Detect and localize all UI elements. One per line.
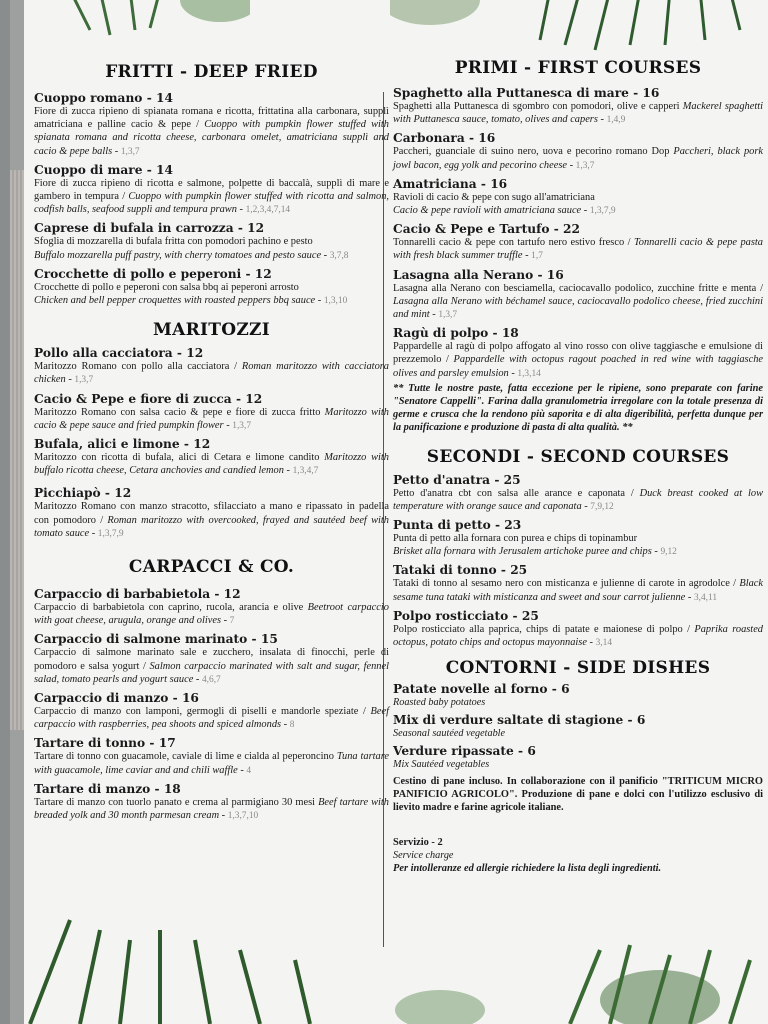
item-allergens: 1,4,9 — [606, 115, 626, 126]
item-english: Cacio & pepe ravioli with amatriciana sauce — [393, 205, 582, 217]
item-price: 12 — [245, 391, 263, 406]
item-english: Brisket alla fornara with Jerusalem artichoke puree and chips — [393, 546, 652, 558]
item-english: Paprika roasted octopus, potato chips and octopus mayonnaise — [393, 623, 763, 649]
menu-item: Cuoppo romano - 14 Fiore di zucca ripieno di spianata romana e ricotta, frittatina alla carbonara, supplì amatriciana e palline cacio & pepe / Cuoppo with pumpkin flower stuffed with spianata romana and ricotta cheese, carbonara omelet, amatriciana supplì and cacio & pepe balls - 1,3,7 — [34, 91, 389, 157]
menu-item: Cacio & Pepe e fiore di zucca - 12 Maritozzo Romano con salsa cacio & pepe e fiore di zucca fritto Maritozzo with cacio & pepe sauce and fried pumpkin flower - 1,3,7 — [34, 391, 389, 431]
service-name: Servizio — [393, 837, 429, 849]
item-allergens: 1,3,14 — [517, 368, 541, 379]
item-english: Pappardelle with octopus ragout poached in red wine with taggiasche olives and parsley emulsion — [393, 354, 763, 379]
menu-item: Picchiapò - 12 Maritozzo Romano con manzo stracotto, sfilacciato a mano e ripassato in padella con pomodoro / Roman maritozzo with overcooked, frayed and sautéed beef with tomato sauce - 1,3,7,9 — [34, 486, 389, 539]
item-allergens: 1,3,7 — [74, 375, 94, 386]
section-title-secondi: SECONDI - SECOND COURSES — [426, 446, 730, 467]
item-english: Maritozzo with buffalo ricotta cheese, Cetara anchovies and candied lemon — [34, 452, 389, 477]
item-price: 12 — [186, 346, 204, 361]
service-price: 2 — [437, 837, 443, 849]
item-price: 16 — [478, 131, 496, 146]
left-column — [34, 62, 389, 823]
item-description: Lasagna alla Nerano con besciamella, caciocavallo podolico, zucchine fritte e menta / — [393, 282, 763, 294]
item-english: Chicken and bell pepper croquettes with roasted peppers bbq sauce — [34, 295, 316, 307]
item-name: Polpo rosticciato — [393, 608, 509, 623]
item-name: Crocchette di pollo e peperoni — [34, 266, 242, 281]
item-english: Tonnarelli cacio & pepe pasta with fresh black summer truffle — [393, 237, 763, 262]
item-allergens: 3,4,11 — [693, 592, 718, 603]
contorni-list — [393, 682, 763, 875]
item-allergens: 1,3,7 — [232, 420, 251, 431]
item-name: Cacio & Pepe e fiore di zucca — [34, 391, 232, 406]
item-price: 14 — [156, 91, 173, 105]
item-english: Buffalo mozzarella puff pastry, with cherry tomatoes and pesto sauce — [34, 249, 322, 261]
item-name: Carpaccio di barbabietola — [34, 587, 211, 602]
menu-item: Carpaccio di salmone marinato - 15 Carpaccio di salmone marinato sale e zucchero, insalata di finocchi, perle di pomodoro e salsa yogurt / Salmon carpaccio marinated with salt and sugar, fennel salad, tomato pearls and yogurt sauce - 4,6,7 — [34, 632, 389, 685]
menu-item: Verdure ripassate - 6 Mix Sautéed vegetables — [393, 744, 763, 771]
item-name: Petto d'anatra — [393, 472, 491, 487]
item-allergens: 4 — [246, 765, 252, 776]
menu-item: Ragù di polpo - 18 Pappardelle al ragù di polpo affogato al vino rosso con olive taggiasche e emulsione di prezzemolo / Pappardelle with octopus ragout poached in red wine with taggiasche olives and parsley emulsion - 1,3,14 — [393, 326, 763, 379]
item-description: Fiore di zucca ripieno di spianata romana e ricotta, frittatina alla carbonara, supplì amatriciana e palline cacio & pepe / — [34, 106, 389, 131]
item-price: 18 — [163, 781, 181, 796]
item-allergens: 1,3,7,9 — [589, 206, 616, 217]
item-price: 6 — [561, 682, 570, 697]
item-english: Roman maritozzo with cacciatora chicken — [34, 361, 389, 386]
section-title-primi: PRIMI - FIRST COURSES — [454, 58, 702, 78]
item-allergens: 1,3,7 — [120, 146, 140, 157]
item-allergens: 1,2,3,4,7,14 — [245, 205, 291, 216]
section-title-maritozzi: MARITOZZI — [152, 320, 271, 341]
item-price: 16 — [490, 176, 508, 191]
item-english: Tuna tartare with guacamole, lime caviar and and chili waffle — [34, 751, 389, 776]
item-allergens: 1,3,7 — [575, 160, 595, 171]
item-allergens: 7 — [229, 616, 235, 627]
item-name: Tartare di tonno — [34, 736, 146, 751]
item-allergens: 1,3,7,9 — [97, 528, 124, 539]
item-description: Crocchette di pollo e peperoni con salsa bbq ai peperoni arrosto — [34, 281, 299, 293]
carpacci-list — [34, 587, 389, 823]
item-name: Mix di verdure saltate di stagione — [393, 713, 624, 728]
item-allergens: 1,3,7,10 — [227, 811, 259, 822]
item-name: Carbonara — [393, 131, 465, 146]
item-description: Carpaccio di barbabietola con caprino, rucola, arancia e olive — [34, 602, 308, 614]
item-price: 25 — [510, 563, 528, 578]
item-description: Carpaccio di manzo con lamponi, germogli di piselli e mandorle speziate / — [34, 706, 371, 718]
menu-item: Carpaccio di barbabietola - 12 Carpaccio di barbabietola con caprino, rucola, arancia e olive Beetroot carpaccio with goat cheese, arugula, orange and olives - 7 — [34, 587, 389, 627]
item-name: Spaghetto alla Puttanesca di mare — [393, 86, 629, 100]
item-english: Lasagna alla Nerano with béchamel sauce, caciocavallo podolico cheese, fried zucchini and mint — [393, 295, 763, 321]
item-description: Tartare di manzo con tuorlo panato e crema al parmigiano 30 mesi — [34, 796, 319, 808]
item-description: Polpo rosticciato alla paprica, chips di patate e maionese di polpo / — [393, 623, 695, 635]
item-english: Beef tartare with breaded yolk and 30 month parmesan cream — [34, 796, 390, 822]
item-price: 12 — [254, 266, 272, 281]
menu-item: Caprese di bufala in carrozza - 12 Sfoglia di mozzarella di bufala fritta con pomodori pachino e pesto Buffalo mozzarella puff pastry, with cherry tomatoes and pesto sauce - 3,7,8 — [34, 221, 389, 262]
item-price: 25 — [503, 472, 521, 487]
item-price: 22 — [563, 222, 580, 237]
item-name: Tartare di manzo — [34, 781, 151, 796]
item-allergens: 1,3,10 — [323, 296, 348, 307]
menu-item: Crocchette di pollo e peperoni - 12 Crocchette di pollo e peperoni con salsa bbq ai peperoni arrosto Chicken and bell pepper croquettes with roasted peppers bbq sauce - 1,3,10 — [34, 267, 389, 308]
palm-leaf-icon — [50, 0, 250, 50]
item-price: 15 — [260, 632, 278, 647]
item-description: Fiore di zucca ripieno di ricotta e salmone, polpette di baccalà, supplì di mare e gambero in tempura / — [34, 177, 389, 203]
service-english: Service charge — [393, 850, 454, 862]
menu-item: Punta di petto - 23 Punta di petto alla fornara con purea e chips di topinambur Brisket alla fornara with Jerusalem artichoke puree and chips - 9,12 — [393, 518, 763, 559]
section-title-fritti: FRITTI - DEEP FRIED — [105, 62, 318, 82]
item-name: Picchiapò — [34, 486, 101, 501]
item-english: Cuoppo with pumpkin flower stuffed with spianata romana and ricotta cheese, carbonara omelet, amatriciana supplì and cacio & pepe balls — [34, 119, 389, 157]
item-name: Verdure ripassate — [393, 744, 514, 759]
item-english: Beetroot carpaccio with goat cheese, arugula, orange and olives — [34, 602, 389, 627]
menu-item: Pollo alla cacciatora - 12 Maritozzo Romano con pollo alla cacciatora / Roman maritozzo with cacciatora chicken - 1,3,7 — [34, 346, 389, 386]
menu-item: Patate novelle al forno - 6 Roasted baby potatoes — [393, 682, 763, 709]
item-description: Petto d'anatra cbt con salsa alle arance e caponata / — [393, 487, 640, 499]
item-english: Duck breast cooked at low temperature with orange sauce and caponata — [393, 487, 763, 512]
item-price: 12 — [193, 437, 211, 452]
menu-item: Lasagna alla Nerano - 16 Lasagna alla Nerano con besciamella, caciocavallo podolico, zucchine fritte e menta / Lasagna alla Nerano with béchamel sauce, caciocavallo podolico cheese, fried zucchini and mint - 1,3,7 — [393, 267, 763, 321]
item-description: Maritozzo Romano con manzo stracotto, sfilacciato a mano e ripassato in padella con pomodoro / — [34, 501, 389, 526]
item-name: Punta di petto — [393, 518, 491, 533]
item-description: Carpaccio di salmone marinato sale e zucchero, insalata di finocchi, perle di pomodoro e salsa yogurt / — [34, 647, 389, 672]
menu-item: Carbonara - 16 Paccheri, guanciale di suino nero, uova e pecorino romano Dop Paccheri, black pork jowl bacon, egg yolk and pecorino cheese - 1,3,7 — [393, 131, 763, 171]
item-allergens: 3,14 — [595, 638, 613, 649]
menu-item: Amatriciana - 16 Ravioli di cacio & pepe con sugo all'amatriciana Cacio & pepe ravioli with amatriciana sauce - 1,3,7,9 — [393, 177, 763, 218]
item-price: 12 — [223, 587, 241, 602]
menu-item: Petto d'anatra - 25 Petto d'anatra cbt con salsa alle arance e caponata / Duck breast cooked at low temperature with orange sauce and caponata - 7,9,12 — [393, 472, 763, 512]
secondi-list — [393, 473, 763, 651]
palm-leaf-icon — [390, 0, 768, 60]
item-name: Patate novelle al forno — [393, 682, 548, 697]
item-english: Seasonal sautéed vegetable — [393, 728, 506, 740]
item-name: Cuoppo romano — [34, 91, 143, 105]
page-edge-texture — [10, 170, 24, 730]
right-column — [393, 58, 763, 875]
item-description: Ravioli di cacio & pepe con sugo all'amatriciana — [393, 191, 595, 203]
pasta-flour-note: ** Tutte le nostre paste, fatta eccezione per le ripiene, sono preparate con farine "Senatore Cappelli". Farina dalla granulometria irregolare con la totale presenza di germe e crusca che la rendono più saporita e di alta digeribilità, perfetta dunque per la panificazione e produzione di pasta di alta qualità. ** — [393, 382, 763, 434]
item-english: Mix Sautéed vegetables — [393, 759, 490, 771]
item-english: Beef carpaccio with raspberries, pea shoots and spiced almonds — [34, 706, 389, 731]
item-name: Amatriciana — [393, 176, 477, 191]
item-description: Pappardelle al ragù di polpo affogato al vino rosso con olive taggiasche e emulsione di prezzemolo / — [393, 341, 763, 366]
menu-item: Polpo rosticciato - 25 Polpo rosticciato alla paprica, chips di patate e maionese di polpo / Paprika roasted octopus, potato chips and octopus mayonnaise - 3,14 — [393, 608, 763, 649]
item-description: Tartare di tonno con guacamole, caviale di lime e cialda al peperoncino — [34, 751, 337, 763]
item-allergens: 4,6,7 — [201, 674, 221, 685]
item-name: Bufala, alici e limone — [34, 437, 180, 452]
item-price: 16 — [181, 691, 199, 706]
primi-list — [393, 86, 763, 435]
item-description: Sfoglia di mozzarella di bufala fritta con pomodori pachino e pesto — [34, 236, 313, 248]
item-price: 17 — [158, 736, 176, 751]
menu-item: Tataki di tonno - 25 Tataki di tonno al sesamo nero con misticanza e julienne di carote in agrodolce / Black sesame tuna tataki with misticanza and sweet and sour carrot julienne - 3,4,11 — [393, 563, 763, 603]
maritozzi-list — [34, 346, 389, 541]
item-price: 6 — [636, 713, 646, 728]
service-charge: Servizio - 2 — [393, 837, 443, 849]
item-description: Spaghetti alla Puttanesca di sgombro con pomodori, olive e capperi — [393, 101, 683, 112]
item-allergens: 1,7 — [531, 251, 543, 262]
item-description: Maritozzo Romano con salsa cacio & pepe e fiore di zucca fritto — [34, 406, 325, 418]
item-english: Paccheri, black pork jowl bacon, egg yolk and pecorino cheese — [393, 146, 763, 171]
section-title-carpacci: CARPACCI & CO. — [128, 557, 295, 578]
menu-page — [10, 0, 768, 1024]
item-english: Salmon carpaccio marinated with salt and sugar, fennel salad, tomato pearls and yogurt sauce — [34, 660, 389, 685]
item-name: Pollo alla cacciatora — [34, 346, 173, 361]
menu-item: Carpaccio di manzo - 16 Carpaccio di manzo con lamponi, germogli di piselli e mandorle speziate / Beef carpaccio with raspberries, pea shoots and spiced almonds - 8 — [34, 691, 389, 731]
item-allergens: 1,3,4,7 — [292, 466, 319, 477]
item-name: Cacio & Pepe e Tartufo — [393, 222, 550, 237]
section-title-contorni: CONTORNI - SIDE DISHES — [445, 658, 711, 679]
item-description: Paccheri, guanciale di suino nero, uova e pecorino romano Dop — [393, 146, 674, 158]
item-name: Lasagna alla Nerano — [393, 267, 534, 282]
item-price: 18 — [501, 326, 519, 341]
item-description: Tataki di tonno al sesamo nero con misticanza e julienne di carote in agrodolce / — [393, 578, 740, 590]
item-price: 25 — [521, 608, 539, 623]
item-price: 16 — [642, 86, 660, 100]
menu-item: Tartare di manzo - 18 Tartare di manzo con tuorlo panato e crema al parmigiano 30 mesi Beef tartare with breaded yolk and 30 month parmesan cream - 1,3,7,10 — [34, 781, 390, 822]
item-price: 23 — [504, 518, 522, 533]
item-allergens: 7,9,12 — [590, 501, 614, 512]
item-english: Roman maritozzo with overcooked, frayed and sautéed beef with tomato sauce — [34, 514, 389, 539]
item-price: 16 — [546, 267, 564, 282]
item-english: Roasted baby potatoes — [393, 697, 486, 709]
item-description: Punta di petto alla fornara con purea e chips di topinambur — [393, 533, 638, 545]
menu-item: Spaghetto alla Puttanesca di mare - 16 Spaghetti alla Puttanesca di sgombro con pomodori, olive e capperi Mackerel spaghetti with Puttanesca sauce, tomato, olives and capers - 1,4,9 — [393, 86, 763, 126]
item-allergens: 3,7,8 — [329, 250, 349, 261]
item-price: 12 — [247, 221, 265, 236]
bread-note: Cestino di pane incluso. In collaborazione con il panificio "TRITICUM MICRO PANIFICIO AGRICOLO". Produzione di pane e dolci con l'utilizzo esclusivo di lievito madre e farine agricole italiane. — [393, 776, 763, 814]
item-price: 6 — [527, 744, 536, 759]
menu-item: Bufala, alici e limone - 12 Maritozzo con ricotta di bufala, alici di Cetara e limone candito Maritozzo with buffalo ricotta cheese, Cetara anchovies and candied lemon - 1,3,4,7 — [34, 437, 389, 477]
item-name: Caprese di bufala in carrozza — [34, 221, 234, 236]
item-name: Carpaccio di manzo — [34, 691, 169, 706]
item-name: Carpaccio di salmone marinato — [34, 632, 248, 647]
palm-leaf-icon — [10, 900, 768, 1024]
allergy-note: Per intolleranze ed allergie richiedere la lista degli ingredienti. — [393, 863, 662, 875]
item-english: Black sesame tuna tataki with misticanza and sweet and sour carrot julienne — [393, 578, 763, 603]
menu-item: Cuoppo di mare - 14 Fiore di zucca ripieno di ricotta e salmone, polpette di baccalà, supplì di mare e gambero in tempura / Cuoppo with pumpkin flower stuffed with ricotta and salmon, codfish balls, seafood supplì and tempura prawn - 1,2,3,4,7,14 — [34, 162, 389, 216]
item-allergens: 9,12 — [660, 547, 677, 558]
item-allergens: 8 — [289, 720, 295, 731]
item-description: Maritozzo Romano con pollo alla cacciatora / — [34, 361, 242, 373]
item-allergens: 1,3,7 — [438, 310, 458, 321]
item-english: Cuoppo with pumpkin flower stuffed with ricotta and salmon, codfish balls, seafood supplì and tempura prawn — [34, 191, 389, 216]
item-name: Tataki di tonno — [393, 563, 497, 578]
item-english: Mackerel spaghetti with Puttanesca sauce, tomato, olives and capers — [393, 101, 763, 126]
menu-item: Tartare di tonno - 17 Tartare di tonno con guacamole, caviale di lime e cialda al peperoncino Tuna tartare with guacamole, lime caviar and and chili waffle - 4 — [34, 736, 389, 776]
menu-item: Mix di verdure saltate di stagione - 6 Seasonal sautéed vegetable — [393, 713, 763, 740]
item-price: 14 — [156, 162, 173, 177]
item-description: Maritozzo con ricotta di bufala, alici di Cetara e limone candito — [34, 452, 325, 464]
item-price: 12 — [114, 486, 132, 501]
item-name: Ragù di polpo — [393, 326, 489, 341]
menu-item: Cacio & Pepe e Tartufo - 22 Tonnarelli cacio & pepe con tartufo nero estivo fresco / Tonnarelli cacio & pepe pasta with fresh black summer truffle - 1,7 — [393, 222, 763, 262]
fritti-list — [34, 91, 389, 308]
item-description: Tonnarelli cacio & pepe con tartufo nero estivo fresco / — [393, 237, 634, 249]
item-english: Maritozzo with cacio & pepe sauce and fried pumpkin flower — [34, 406, 389, 431]
item-name: Cuoppo di mare — [34, 162, 143, 177]
